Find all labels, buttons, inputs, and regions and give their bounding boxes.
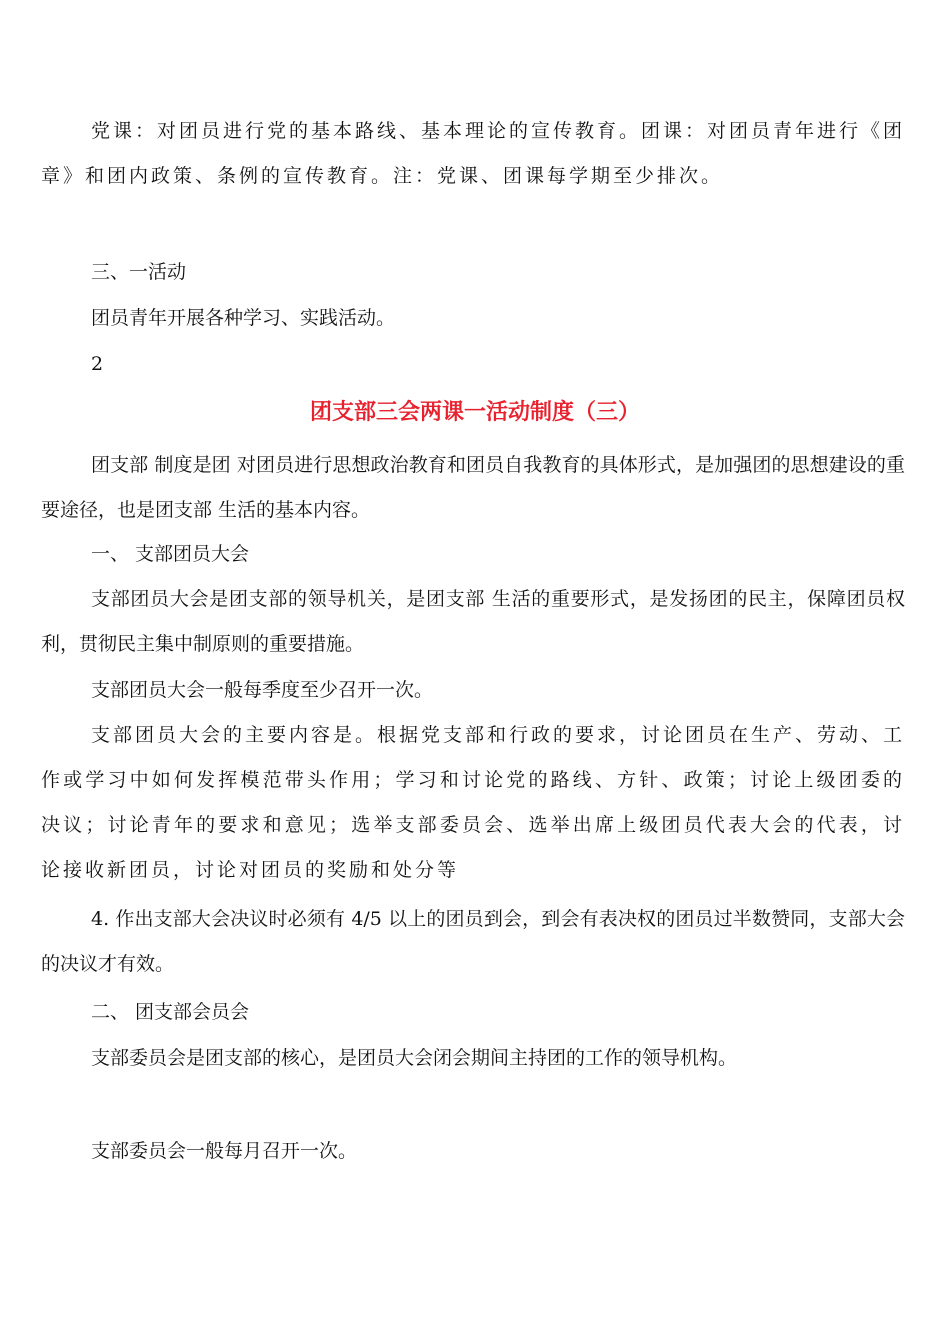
paragraph-committee-role: 支部委员会是团支部的核心，是团员大会闭会期间主持团的工作的领导机构。: [91, 1047, 738, 1069]
page-number: 2: [91, 353, 104, 375]
heading-general-meeting: 一、 支部团员大会: [91, 543, 250, 565]
paragraph-party-class: 党课：对团员进行党的基本路线、基本理论的宣传教育。团课：对团员青年进行《团章》和团内政策、条例的宣传教育。注：党课、团课每学期至少排次。: [41, 120, 906, 187]
paragraph-intro: 团支部 制度是团 对团员进行思想政治教育和团员自我教育的具体形式，是加强团的思想建设的重要途径，也是团支部 生活的基本内容。: [41, 454, 905, 521]
paragraph-general-meeting-content: 支部团员大会的主要内容是。根据党支部和行政的要求，讨论团员在生产、劳动、工作或学习中如何发挥模范带头作用；学习和讨论党的路线、方针、政策；讨论上级团委的决议；讨论青年的要求和意见；选举支部委员会、选举出席上级团员代表大会的代表，讨论接收新团员，讨论对团员的奖励和处分等: [41, 724, 906, 881]
heading-one-activity: 三、一活动: [91, 261, 187, 283]
paragraph-resolution-quorum: 4. 作出支部大会决议时必须有 4/5 以上的团员到会，到会有表决权的团员过半数赞同，支部大会的决议才有效。: [41, 908, 905, 975]
paragraph-committee-frequency: 支部委员会一般每月召开一次。: [91, 1140, 358, 1162]
paragraph-general-meeting-frequency: 支部团员大会一般每季度至少召开一次。: [91, 679, 434, 701]
paragraph-general-meeting-role: 支部团员大会是团支部的领导机关，是团支部 生活的重要形式，是发扬团的民主，保障团员权利，贯彻民主集中制原则的重要措施。: [41, 588, 905, 655]
section-title: 团支部三会两课一活动制度（三）: [309, 399, 640, 425]
heading-committee: 二、 团支部会员会: [91, 1001, 250, 1023]
paragraph-activities: 团员青年开展各种学习、实践活动。: [91, 307, 396, 329]
